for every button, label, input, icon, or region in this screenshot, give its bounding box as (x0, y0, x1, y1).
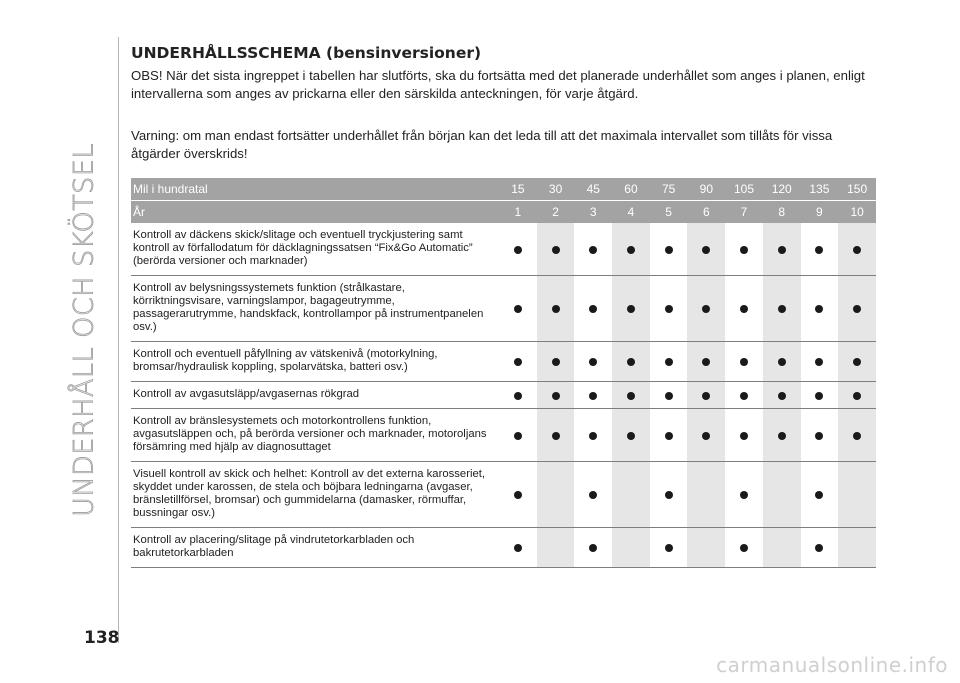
header-year-value: 8 (763, 201, 801, 224)
interval-cell (763, 528, 801, 568)
interval-cell (499, 409, 537, 462)
table-row (131, 382, 876, 409)
row-description: Visuell kontroll av skick och helhet: Kontroll av det externa karosseriet, skyddet under karossen, de stela och böjbara ledningarna (avgaser, bränsletillförsel, bromsar) och gummidelarna (damasker, rörmuffar, bussningar osv.) (131, 462, 499, 528)
table-row (131, 276, 876, 342)
header-year-value: 10 (838, 201, 876, 224)
interval-cell (537, 528, 575, 568)
interval-cell (725, 382, 763, 409)
page-number: 138 (84, 628, 120, 648)
interval-cell (801, 276, 839, 342)
check-dot-icon (740, 246, 748, 254)
check-dot-icon (702, 392, 710, 400)
interval-cell (838, 342, 876, 382)
check-dot-icon (627, 305, 635, 313)
header-miles-label: Mil i hundratal (131, 178, 499, 201)
check-dot-icon (740, 392, 748, 400)
table-row (131, 223, 876, 276)
check-dot-icon (552, 305, 560, 313)
check-dot-icon (627, 358, 635, 366)
interval-cell (725, 342, 763, 382)
check-dot-icon (665, 358, 673, 366)
check-dot-icon (589, 432, 597, 440)
interval-cell (574, 528, 612, 568)
check-dot-icon (815, 358, 823, 366)
interval-cell (574, 409, 612, 462)
interval-cell (763, 382, 801, 409)
header-year-value: 9 (801, 201, 839, 224)
check-dot-icon (627, 432, 635, 440)
header-miles-value: 105 (725, 178, 763, 201)
header-miles-value: 45 (574, 178, 612, 201)
check-dot-icon (589, 305, 597, 313)
check-dot-icon (514, 358, 522, 366)
check-dot-icon (815, 491, 823, 499)
check-dot-icon (778, 246, 786, 254)
interval-cell (650, 223, 688, 276)
interval-cell (537, 462, 575, 528)
interval-cell (763, 342, 801, 382)
check-dot-icon (665, 544, 673, 552)
check-dot-icon (740, 491, 748, 499)
interval-cell (612, 382, 650, 409)
check-dot-icon (778, 392, 786, 400)
check-dot-icon (740, 432, 748, 440)
table-row (131, 528, 876, 568)
interval-cell (612, 342, 650, 382)
interval-cell (574, 223, 612, 276)
header-miles-value: 60 (612, 178, 650, 201)
check-dot-icon (815, 544, 823, 552)
check-dot-icon (514, 544, 522, 552)
check-dot-icon (552, 432, 560, 440)
interval-cell (612, 223, 650, 276)
interval-cell (612, 462, 650, 528)
interval-cell (612, 528, 650, 568)
interval-cell (801, 382, 839, 409)
check-dot-icon (589, 358, 597, 366)
interval-cell (499, 223, 537, 276)
interval-cell (838, 382, 876, 409)
interval-cell (687, 409, 725, 462)
interval-cell (725, 409, 763, 462)
check-dot-icon (815, 432, 823, 440)
check-dot-icon (815, 392, 823, 400)
watermark: carmanualsonline.info (716, 653, 948, 677)
interval-cell (612, 409, 650, 462)
interval-cell (537, 409, 575, 462)
row-description: Kontroll och eventuell påfyllning av vätskenivå (motorkylning, bromsar/hydraulisk koppling, spolarvätska, batteri osv.) (131, 342, 499, 382)
check-dot-icon (665, 305, 673, 313)
check-dot-icon (665, 392, 673, 400)
table-row (131, 462, 876, 528)
check-dot-icon (665, 432, 673, 440)
interval-cell (838, 276, 876, 342)
header-miles-value: 120 (763, 178, 801, 201)
check-dot-icon (778, 305, 786, 313)
interval-cell (838, 528, 876, 568)
interval-cell (574, 342, 612, 382)
row-description: Kontroll av belysningssystemets funktion (strålkastare, körriktningsvisare, varningslampor, bagageutrymme, passagerarutrymme, handskfack, kontrollampor på instrumentpanelen osv.) (131, 276, 499, 342)
check-dot-icon (740, 305, 748, 313)
header-year-value: 5 (650, 201, 688, 224)
check-dot-icon (702, 305, 710, 313)
interval-cell (574, 382, 612, 409)
check-dot-icon (665, 246, 673, 254)
section-side-title: UNDERHÅLL OCH SKÖTSEL (68, 143, 100, 517)
row-description: Kontroll av placering/slitage på vindrutetorkarbladen och bakrutetorkarbladen (131, 528, 499, 568)
interval-cell (499, 276, 537, 342)
interval-cell (838, 409, 876, 462)
interval-cell (650, 528, 688, 568)
header-miles-value: 30 (537, 178, 575, 201)
interval-cell (687, 528, 725, 568)
interval-cell (763, 276, 801, 342)
interval-cell (537, 382, 575, 409)
interval-cell (537, 223, 575, 276)
check-dot-icon (740, 544, 748, 552)
check-dot-icon (815, 246, 823, 254)
check-dot-icon (853, 305, 861, 313)
interval-cell (537, 276, 575, 342)
header-row-years (131, 201, 876, 224)
interval-cell (838, 462, 876, 528)
check-dot-icon (589, 392, 597, 400)
interval-cell (725, 462, 763, 528)
interval-cell (499, 528, 537, 568)
interval-cell (537, 342, 575, 382)
interval-cell (763, 223, 801, 276)
header-year-value: 2 (537, 201, 575, 224)
check-dot-icon (778, 432, 786, 440)
warning-paragraph: Varning: om man endast fortsätter underhållet från början kan det leda till att det maximala intervallet som tillåts för vissa åtgärder överskrids! (131, 128, 833, 161)
interval-cell (801, 409, 839, 462)
header-year-value: 7 (725, 201, 763, 224)
interval-cell (801, 462, 839, 528)
header-miles-value: 15 (499, 178, 537, 201)
check-dot-icon (514, 392, 522, 400)
interval-cell (650, 276, 688, 342)
interval-cell (725, 528, 763, 568)
check-dot-icon (514, 491, 522, 499)
header-miles-value: 135 (801, 178, 839, 201)
interval-cell (801, 223, 839, 276)
check-dot-icon (702, 246, 710, 254)
interval-cell (499, 382, 537, 409)
interval-cell (725, 223, 763, 276)
maintenance-schedule-table (131, 178, 876, 568)
interval-cell (574, 462, 612, 528)
check-dot-icon (665, 491, 673, 499)
row-description: Kontroll av bränslesystemets och motorkontrollens funktion, avgasutsläppen och, på berörda versioner och marknader, motoroljans försämring med hjälp av diagnosuttaget (131, 409, 499, 462)
interval-cell (499, 462, 537, 528)
interval-cell (687, 276, 725, 342)
header-row-miles (131, 178, 876, 201)
check-dot-icon (702, 432, 710, 440)
check-dot-icon (853, 392, 861, 400)
header-miles-value: 75 (650, 178, 688, 201)
page-heading: UNDERHÅLLSSCHEMA (bensinversioner) (131, 44, 482, 62)
row-description: Kontroll av avgasutsläpp/avgasernas rökgrad (131, 382, 499, 409)
interval-cell (650, 462, 688, 528)
interval-cell (687, 382, 725, 409)
interval-cell (763, 462, 801, 528)
table-row (131, 409, 876, 462)
check-dot-icon (589, 246, 597, 254)
header-miles-value: 150 (838, 178, 876, 201)
check-dot-icon (702, 358, 710, 366)
check-dot-icon (778, 358, 786, 366)
header-year-value: 6 (687, 201, 725, 224)
check-dot-icon (552, 246, 560, 254)
interval-cell (650, 409, 688, 462)
interval-cell (687, 223, 725, 276)
interval-cell (838, 223, 876, 276)
check-dot-icon (514, 305, 522, 313)
note-paragraph: OBS! När det sista ingreppet i tabellen har slutförts, ska du fortsätta med det planerade underhållet som anges i planen, enligt intervallerna som anges av prickarna eller den särskilda anteckningen, för varje åtgärd. (131, 68, 865, 101)
check-dot-icon (589, 491, 597, 499)
header-years-label: År (131, 201, 499, 224)
check-dot-icon (815, 305, 823, 313)
interval-cell (687, 342, 725, 382)
check-dot-icon (552, 392, 560, 400)
row-description: Kontroll av däckens skick/slitage och eventuell tryckjustering samt kontroll av förfallodatum för däcklagningssatsen “Fix&Go Automatic” (berörda versioner och marknader) (131, 223, 499, 276)
interval-cell (687, 462, 725, 528)
header-year-value: 4 (612, 201, 650, 224)
check-dot-icon (514, 432, 522, 440)
interval-cell (574, 276, 612, 342)
check-dot-icon (514, 246, 522, 254)
check-dot-icon (552, 358, 560, 366)
table-row (131, 342, 876, 382)
interval-cell (801, 528, 839, 568)
interval-cell (499, 342, 537, 382)
interval-cell (612, 276, 650, 342)
check-dot-icon (589, 544, 597, 552)
header-miles-value: 90 (687, 178, 725, 201)
interval-cell (801, 342, 839, 382)
interval-cell (725, 276, 763, 342)
side-divider (118, 37, 119, 643)
interval-cell (763, 409, 801, 462)
header-year-value: 3 (574, 201, 612, 224)
check-dot-icon (853, 432, 861, 440)
interval-cell (650, 382, 688, 409)
check-dot-icon (853, 358, 861, 366)
interval-cell (650, 342, 688, 382)
check-dot-icon (627, 392, 635, 400)
header-year-value: 1 (499, 201, 537, 224)
check-dot-icon (627, 246, 635, 254)
check-dot-icon (740, 358, 748, 366)
check-dot-icon (853, 246, 861, 254)
